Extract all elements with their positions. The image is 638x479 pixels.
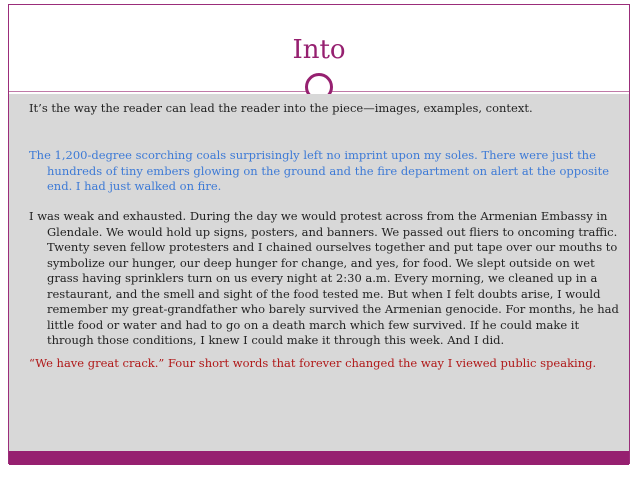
paragraph-protest: I was weak and exhausted. During the day we would protest across from the Armenian Embassy in Glendale. We would hold up signs, posters, and banners. We passed out fliers to oncoming traffic. Twenty seven fellow protesters and I chained ourselves together and put tape over our mouths to symbolize our hunger, our deep hunger for change, and yes, for food. We slept outside on wet grass having sprinklers turn on us every night at 2:30 a.m. Every morning, we cleaned up in a restaurant, and the smell and sight of the food tested me. But when I felt doubts arise, I would remember my great-grandfather who barely survived the Armenian genocide. For months, he had little food or water and had to go on a death march which few survived. If he could make it through those conditions, I knew I could make it through this week. And I did. xyxy=(29,209,619,347)
footer-bar xyxy=(9,451,629,465)
paragraph-fire-walk: The 1,200-degree scorching coals surprisingly left no imprint upon my soles. There were just the hundreds of tiny embers glowing on the ground and the fire department on alert at the opposite end. I had just walked on fire. xyxy=(29,148,610,193)
content-area xyxy=(9,94,629,451)
paragraph-quote: “We have great crack.” Four short words that forever changed the way I viewed public speaking. xyxy=(29,356,597,370)
paragraph-definition: It’s the way the reader can lead the reader into the piece—images, examples, context. xyxy=(29,101,533,115)
slide xyxy=(8,4,630,464)
slide-title: Into xyxy=(292,35,346,65)
